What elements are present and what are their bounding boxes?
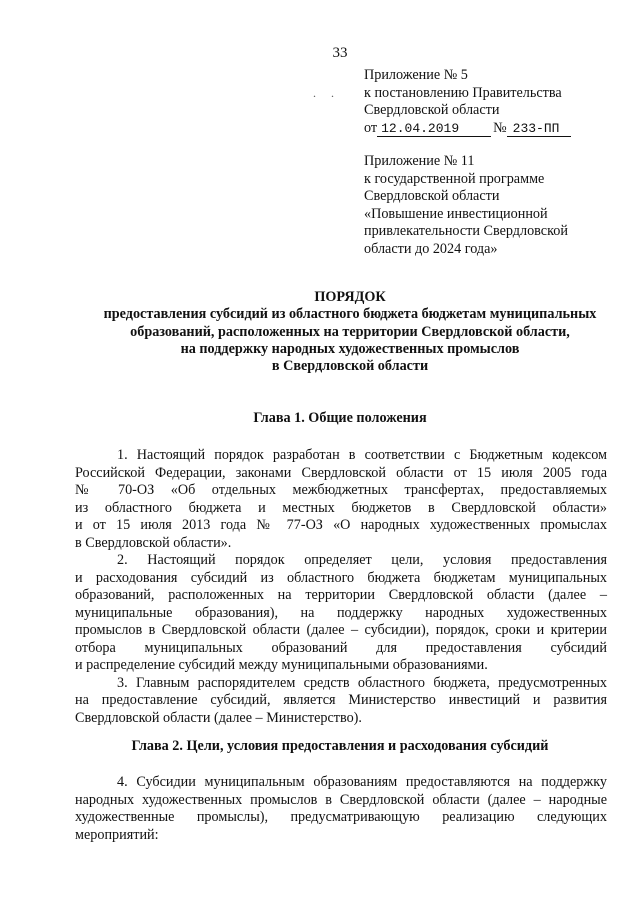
body-line: промыслов в Свердловской области (далее – субсидии), порядок, сроки и критерии [75,622,607,638]
body-line: народных художественных промыслов в Свердловской области (далее – народные [75,791,607,808]
body-line: и от 15 июля 2013 года № 77-ОЗ «О народных художественных промыслах [75,517,607,533]
appendix-11-line: «Повышение инвестиционной [364,205,548,222]
appendix-5-block [364,67,634,137]
appendix-5-line: Приложение № 5 [364,67,468,83]
body-line: Свердловской области (далее – Министерство). [75,709,362,726]
body-line: 3. Главным распорядителем средств областного бюджета, предусмотренных [117,674,607,691]
resolution-date-number-line [364,120,634,138]
body-line: отбора муниципальных образований для предоставления субсидий [75,639,607,656]
body-line: и распределение субсидий между муниципальными образованиями. [75,657,488,673]
body-line: 2. Настоящий порядок определяет цели, условия предоставления [117,552,607,568]
body-line: в Свердловской области». [75,534,232,551]
appendix-5-line: Свердловской области [364,102,500,118]
title-heading: ПОРЯДОК [314,289,386,305]
appendix-11-line: области до 2024 года» [364,240,498,257]
body-line: Российской Федерации, законами Свердловской области от 15 июля 2005 года [75,464,607,481]
resolution-date: 12.04.2019 [377,121,491,137]
body-line: образований, расположенных на территории Свердловской области (далее – [75,587,607,603]
chapter-1-heading: Глава 1. Общие положения [253,410,427,426]
body-line: на предоставление субсидий, является Министерство инвестиций и развития [75,692,607,708]
title-line: в Свердловской области [271,358,429,375]
resolution-number: 233-ПП [507,121,571,137]
date-prefix: от [364,119,378,136]
appendix-11-line: привлекательности Свердловской [364,223,568,239]
appendix-11-block [364,153,634,258]
appendix-11-line: Приложение № 11 [364,153,475,169]
appendix-11-line: Свердловской области [364,188,500,204]
body-line: художественные промыслы), предусматривающую реализацию следующих [75,809,607,825]
page-number: 33 [332,45,348,61]
body-line: № 70-ОЗ «Об отдельных межбюджетных трансфертах, предоставляемых [75,482,607,498]
title-line: на поддержку народных художественных промыслов [180,340,520,357]
title-line: предоставления субсидий из областного бюджета бюджетам муниципальных [103,306,597,323]
title-line: образований, расположенных на территории Свердловской области, [130,323,570,340]
body-line: из областного бюджета и местных бюджетов в Свердловской области» [75,499,607,516]
appendix-11-line: к государственной программе [364,170,545,187]
body-line: 4. Субсидии муниципальным образованиям предоставляются на поддержку [117,774,607,790]
chapter-2-heading: Глава 2. Цели, условия предоставления и расходования субсидий [131,738,549,754]
scan-dots: . . [313,86,340,100]
body-line: и расходования субсидий из областного бюджета бюджетам муниципальных [75,569,607,586]
body-line: 1. Настоящий порядок разработан в соответствии с Бюджетным кодексом [117,447,607,463]
appendix-5-line: к постановлению Правительства [364,84,562,101]
body-line: мероприятий: [75,826,159,843]
body-line: муниципальные образования), на поддержку народных художественных [75,604,607,621]
document-title [70,289,630,375]
number-prefix: № [493,119,507,136]
